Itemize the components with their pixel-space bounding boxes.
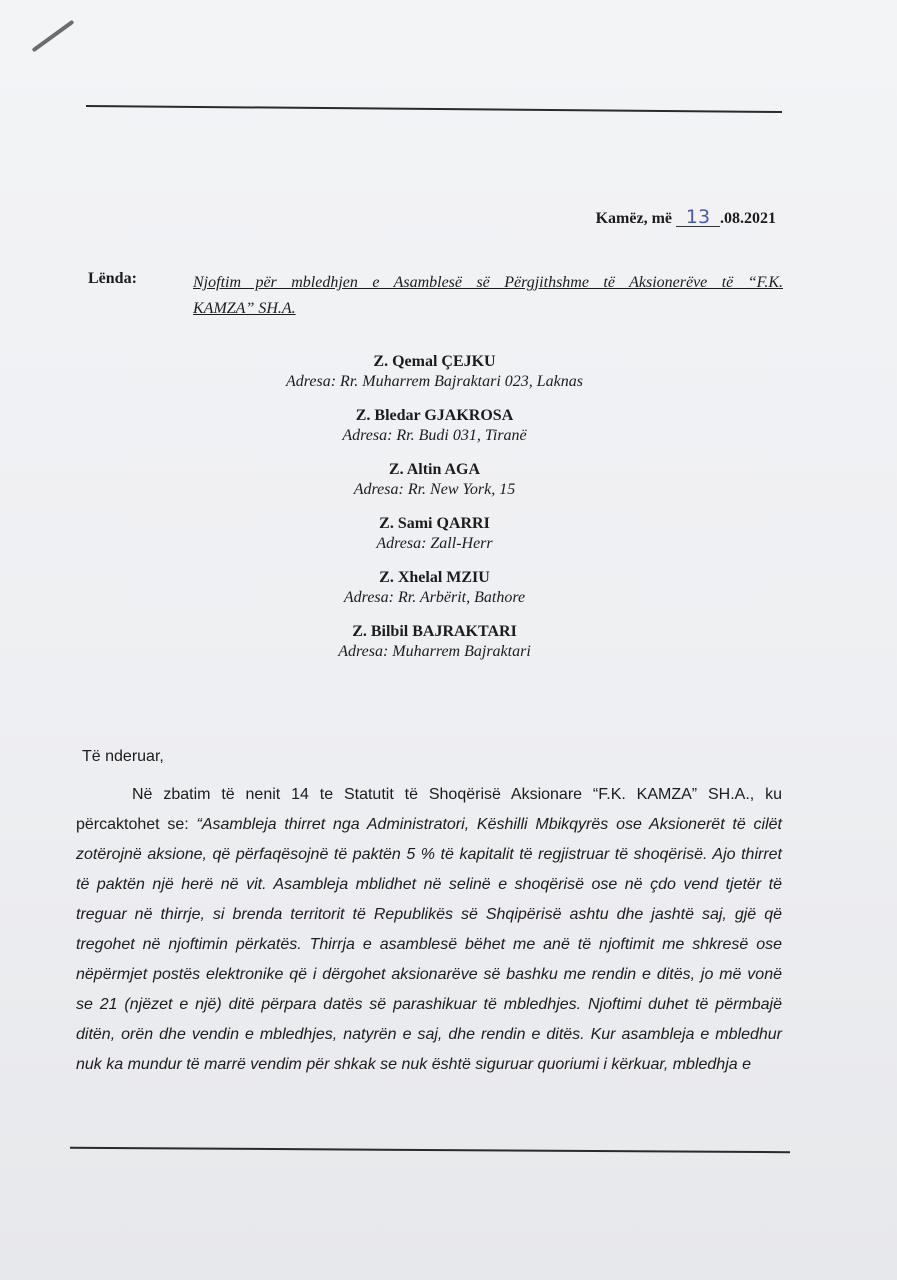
recipient-name: Z. Xhelal MZIU (379, 569, 490, 586)
footer-rule (70, 1147, 790, 1153)
greeting: Të nderuar, (82, 748, 164, 765)
recipient-address: Adresa: Rr. New York, 15 (353, 481, 516, 498)
recipient-name: Z. Bledar GJAKROSA (355, 407, 514, 424)
recipient-item (0, 622, 883, 662)
document-date (596, 208, 776, 228)
recipient-address: Adresa: Muharrem Bajraktari (338, 643, 531, 660)
recipient-item (0, 406, 883, 446)
recipient-name: Z. Altin AGA (388, 461, 481, 478)
recipient-address: Adresa: Rr. Arbërit, Bathore (343, 589, 526, 606)
body-text (76, 780, 782, 1080)
recipient-address: Adresa: Rr. Budi 031, Tiranë (342, 427, 527, 444)
recipient-name: Z. Qemal ÇEJKU (373, 353, 496, 370)
body-paragraph (76, 780, 782, 1080)
body-intro: Në zbatim të nenit 14 te Statutit të Shoqërisë Aksionare “F.K. KAMZA” SH.A., ku përcaktohet se: (76, 786, 782, 833)
recipient-item (0, 568, 883, 608)
recipient-name: Z. Bilbil BAJRAKTARI (352, 623, 517, 640)
statute-quote: “Asambleja thirret nga Administratori, Këshilli Mbikqyrës ose Aksionerët të cilët zotërojnë aksione, që përfaqësojnë të paktën 5 % të kapitalit të regjistruar të shoqërisë. Ajo thirret të paktën një herë në vit. Asambleja mblidhet në selinë e shoqërisë ose në çdo vend tjetër të treguar në thirrje, si brenda territorit të Republikës së Shqipërisë ashtu dhe jashtë saj, gjë që tregohet në njoftimin përkatës. Thirrja e asamblesë bëhet me anë të njoftimit me shkresë ose nëpërmjet postës elektronike që i dërgohet aksionarëve së bashku me rendin e ditës, jo më vonë se 21 (njëzet e një) ditë përpara datës së parashikuar të mbledhjes. Njoftimi duhet të përmbajë ditën, orën dhe vendin e mbledhjes, natyrën e saj, dhe rendin e ditës. Kur asambleja e mbledhur nuk ka mundur të marrë vendim për shkak se nuk është siguruar quoriumi i kërkuar, mbledhja e (76, 816, 782, 1073)
subject-line-1: Njoftim për mbledhjen e Asamblesë së Përgjithshme të Aksionerëve të “F.K. (193, 274, 783, 291)
header-rule (86, 105, 782, 113)
recipient-list (0, 352, 897, 676)
date-suffix: .08.2021 (720, 210, 776, 227)
recipient-item (0, 352, 883, 392)
recipient-name: Z. Sami QARRI (379, 515, 490, 532)
subject-label: Lënda: (88, 270, 137, 287)
recipient-address: Adresa: Rr. Muharrem Bajraktari 023, Laknas (285, 373, 584, 390)
subject-line-2: KAMZA” SH.A. (193, 300, 296, 317)
date-prefix: Kamëz, më (595, 210, 672, 227)
staple-mark (32, 20, 75, 53)
subject-text (193, 270, 783, 322)
date-day-handwritten: 13 (676, 208, 720, 227)
recipient-item (0, 460, 883, 500)
recipient-address: Adresa: Zall-Herr (376, 535, 493, 552)
recipient-item (0, 514, 883, 554)
